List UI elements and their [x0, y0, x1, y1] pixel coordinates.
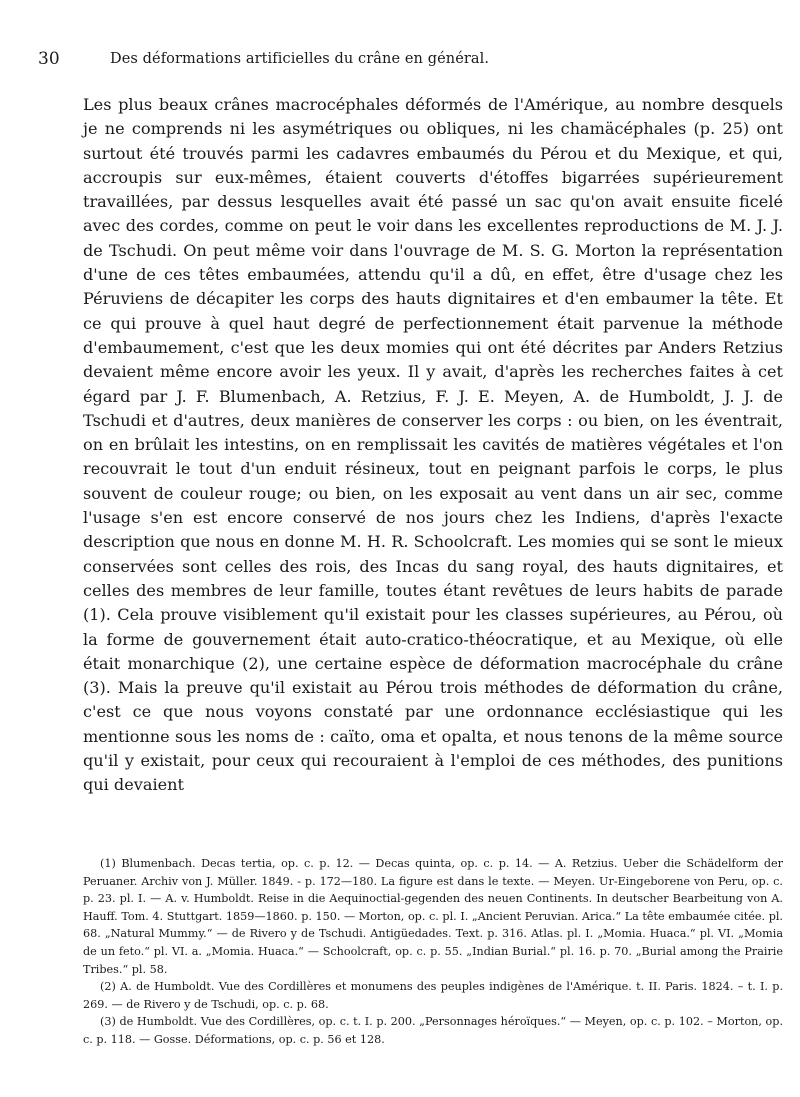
- main-text: [83, 93, 783, 798]
- footnotes: [83, 855, 783, 1049]
- body-paragraph: Les plus beaux crânes macrocéphales déformés de l'Amérique, au nombre desquels je ne comprends ni les asymétriques ou obliques, ni les chamäcéphales (p. 25) ont surtout été trouvés parmi les cadavres embaumés du Pérou et du Mexique, et qui, accroupis sur eux-mêmes, étaient couverts d'étoffes bigarrées supérieurement travaillées, par dessus lesquelles avait été passé un sac qu'on avait ensuite ficelé avec des cordes, comme on peut le voir dans les excellentes reproductions de M. J. J. de Tschudi. On peut même voir dans l'ouvrage de M. S. G. Morton la représentation d'une de ces têtes embaumées, attendu qu'il a dû, en effet, être d'usage chez les Péruviens de décapiter les corps des hauts dignitaires et d'en embaumer la tête. Et ce qui prouve à quel haut degré de perfectionnement était parvenue la méthode d'embaumement, c'est que les deux momies qui ont été décrites par Anders Retzius devaient même encore avoir les yeux. Il y avait, d'après les recherches faites à cet égard par J. F. Blumenbach, A. Retzius, F. J. E. Meyen, A. de Humboldt, J. J. de Tschudi et d'autres, deux manières de conserver les corps : ou bien, on les éventrait, on en brûlait les intestins, on en remplissait les cavités de matières végétales et l'on recouvrait le tout d'un enduit résineux, tout en peignant parfois le corps, le plus souvent de couleur rouge; ou bien, on les exposait au vent dans un air sec, comme l'usage s'en est encore conservé de nos jours chez les Indiens, d'après l'exacte description que nous en donne M. H. R. Schoolcraft. Les momies qui se sont le mieux conservées sont celles des rois, des Incas du sang royal, des hauts dignitaires, et celles des membres de leur famille, toutes étant revêtues de leurs habits de parade (1). Cela prouve visiblement qu'il existait pour les classes supérieures, au Pérou, où la forme de gouvernement était auto-cratico-théocratique, et au Mexique, où elle était monarchique (2), une certaine espèce de déformation macrocéphale du crâne (3). Mais la preuve qu'il existait au Pérou trois méthodes de déformation du crâne, c'est ce que nous voyons constaté par une ordonnance ecclésiastique qui les mentionne sous les noms de : caïto, oma et opalta, et nous tenons de la même source qu'il y existait, pour ceux qui recouraient à l'emploi de ces méthodes, des punitions qui devaient: [83, 95, 783, 795]
- running-title: Des déformations artificielles du crâne en général.: [110, 51, 490, 67]
- footnote-2: (2) A. de Humboldt. Vue des Cordillères et monumens des peuples indigènes de l'Amérique. t. II. Paris. 1824. – t. I. p. 269. — de Rivero y de Tschudi, op. c. p. 68.: [83, 980, 783, 1011]
- running-header: [38, 49, 762, 73]
- page-number: 30: [38, 49, 60, 69]
- footnote-3: (3) de Humboldt. Vue des Cordillères, op. c. t. I. p. 200. „Personnages héroïques.“ — Meyen, op. c. p. 102. – Morton, op. c. p. 118. — Gosse. Déformations, op. c. p. 56 et 128.: [83, 1015, 783, 1046]
- footnote-1: (1) Blumenbach. Decas tertia, op. c. p. 12. — Decas quinta, op. c. p. 14. — A. Retzius. Ueber die Schädelform der Peruaner. Archiv von J. Müller. 1849. - p. 172—180. La figure est dans le texte. — Meyen. Ur-Eingeborene von Peru, op. c. p. 23. pl. I. — A. v. Humboldt. Reise in die Aequinoctial-gegenden des neuen Continents. In deutscher Bearbeitung von A. Hauff. Tom. 4. Stuttgart. 1859—1860. p. 150. — Morton, op. c. pl. I. „Ancient Peruvian. Arica.“ La tête embaumée citée. pl. 68. „Natural Mummy.“ — de Rivero y de Tschudi. Antigüedades. Text. p. 316. Atlas. pl. I. „Momia. Huaca.“ pl. VI. „Momia de un feto.“ pl. VI. a. „Momia. Huaca.“ — Schoolcraft, op. c. p. 55. „Indian Burial.“ pl. 16. p. 70. „Burial among the Prairie Tribes.“ pl. 58.: [83, 857, 783, 976]
